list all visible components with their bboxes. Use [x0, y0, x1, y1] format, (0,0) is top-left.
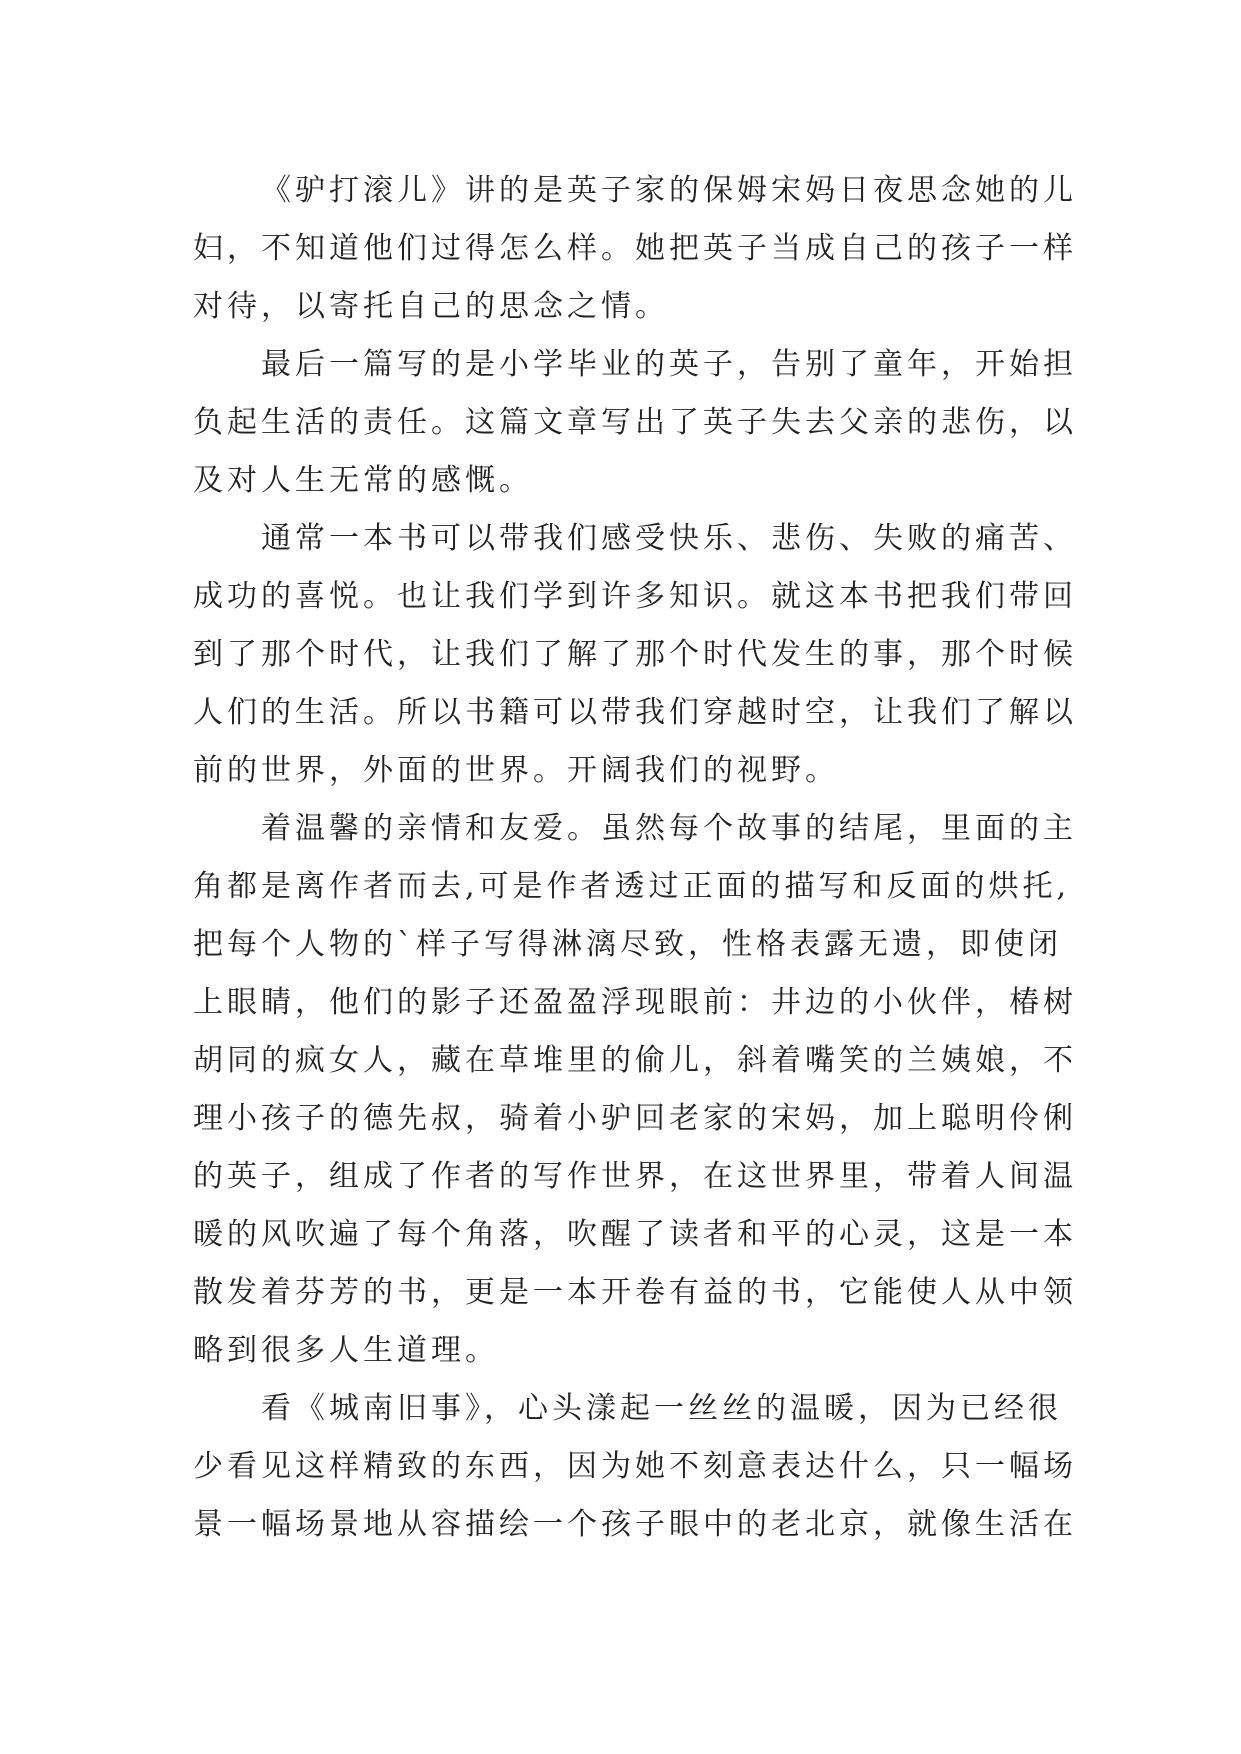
paragraph-5 [193, 1380, 1077, 1554]
text-line: 负起生活的责任。这篇文章写出了英子失去父亲的悲伤，以 [193, 405, 1077, 440]
text-line: 及对人生无常的感慨。 [193, 463, 533, 498]
text-line: 理小孩子的德先叔，骑着小驴回老家的宋妈，加上聪明伶俐 [193, 1101, 1077, 1136]
text-line: 人们的生活。所以书籍可以带我们穿越时空，让我们了解以 [193, 695, 1077, 730]
text-line: 对待，以寄托自己的思念之情。 [193, 289, 669, 324]
body-text [193, 162, 1077, 1554]
text-line: 前的世界，外面的世界。开阔我们的视野。 [193, 753, 839, 788]
text-line: 景一幅场景地从容描绘一个孩子眼中的老北京，就像生活在 [193, 1507, 1077, 1542]
text-line: 通常一本书可以带我们感受快乐、悲伤、失败的痛苦、 [261, 521, 1077, 556]
text-line: 上眼睛，他们的影子还盈盈浮现眼前：井边的小伙伴，椿树 [193, 985, 1077, 1020]
text-line: 略到很多人生道理。 [193, 1333, 499, 1368]
text-line: 最后一篇写的是小学毕业的英子，告别了童年，开始担 [261, 347, 1077, 382]
text-line: 《驴打滚儿》讲的是英子家的保姆宋妈日夜思念她的儿 [261, 173, 1077, 208]
text-line: 到了那个时代，让我们了解了那个时代发生的事，那个时候 [193, 637, 1077, 672]
text-line: 看《城南旧事》，心头漾起一丝丝的温暖，因为已经很 [261, 1391, 1062, 1426]
paragraph-2 [193, 336, 1077, 510]
text-line: 散发着芬芳的书，更是一本开卷有益的书，它能使人从中领 [193, 1275, 1077, 1310]
text-line: 角都是离作者而去,可是作者透过正面的描写和反面的烘托, [193, 869, 1071, 904]
text-line: 的英子，组成了作者的写作世界，在这世界里，带着人间温 [193, 1159, 1077, 1194]
text-line: 少看见这样精致的东西，因为她不刻意表达什么，只一幅场 [193, 1449, 1077, 1484]
text-line: 妇，不知道他们过得怎么样。她把英子当成自己的孩子一样 [193, 231, 1077, 266]
paragraph-3 [193, 510, 1077, 800]
text-line: 把每个人物的`样子写得淋漓尽致，性格表露无遗，即使闭 [193, 927, 1062, 962]
paragraph-4 [193, 800, 1077, 1380]
text-line: 胡同的疯女人，藏在草堆里的偷儿，斜着嘴笑的兰姨娘，不 [193, 1043, 1077, 1078]
text-line: 成功的喜悦。也让我们学到许多知识。就这本书把我们带回 [193, 579, 1077, 614]
text-line: 暖的风吹遍了每个角落，吹醒了读者和平的心灵，这是一本 [193, 1217, 1077, 1252]
paragraph-1 [193, 162, 1077, 336]
text-line: 着温馨的亲情和友爱。虽然每个故事的结尾，里面的主 [261, 811, 1077, 846]
